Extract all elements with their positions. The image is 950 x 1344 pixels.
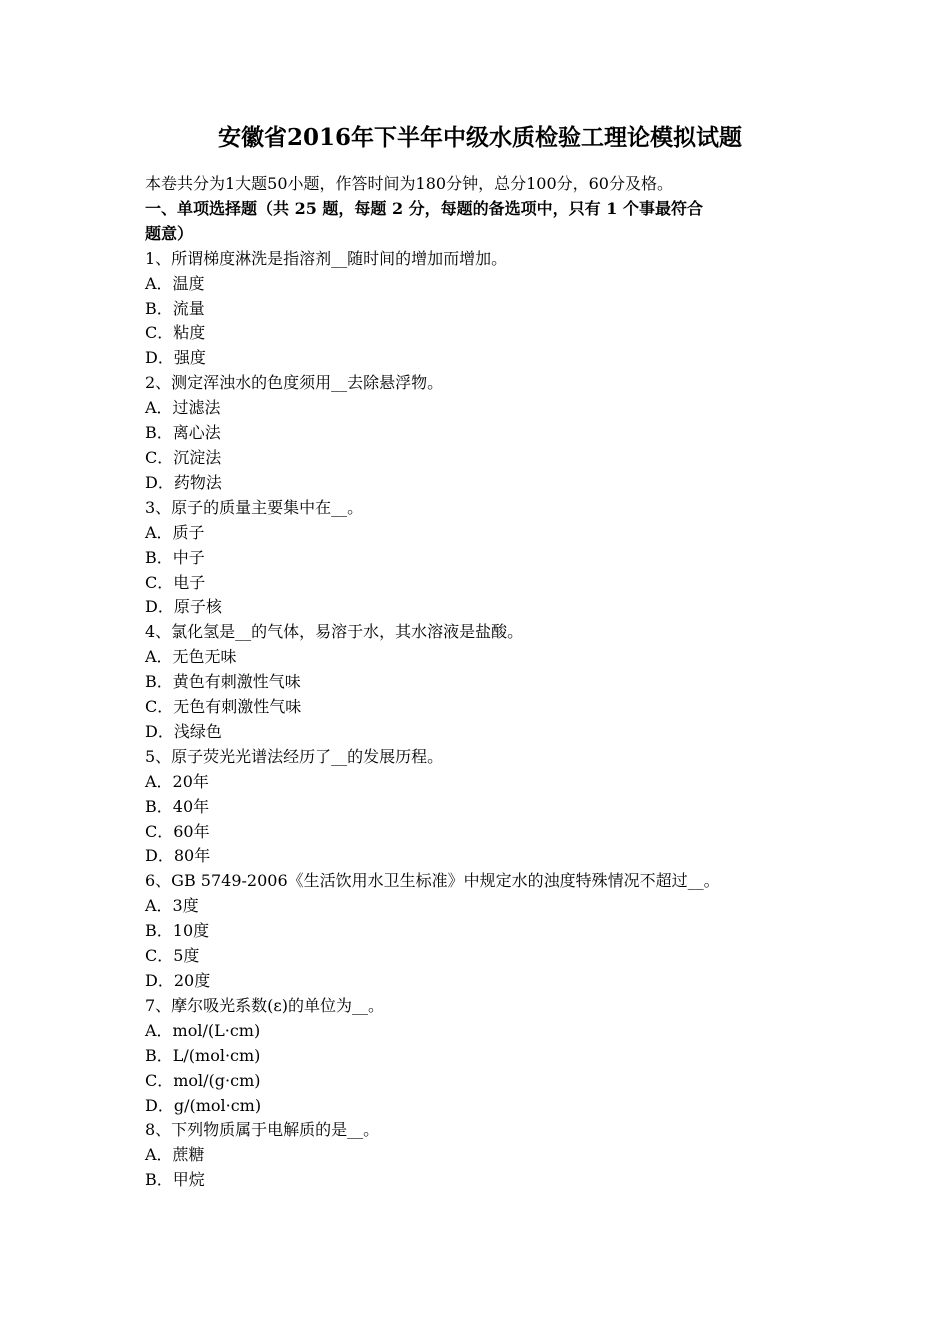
option-d: D．20度	[145, 971, 211, 990]
question-2	[145, 371, 815, 496]
question-stem: 6、GB 5749-2006《生活饮用水卫生标准》中规定水的浊度特殊情况不超过__。	[145, 871, 720, 891]
option-d: D．浅绿色	[145, 721, 222, 741]
question-5	[145, 745, 815, 870]
option-b: B．L/(mol·cm)	[145, 1045, 261, 1065]
option-a: A．质子	[145, 522, 205, 542]
option-c: C．粘度	[145, 323, 206, 343]
question-stem: 8、下列物质属于电解质的是__。	[145, 1120, 380, 1140]
option-c: C．mol/(g·cm)	[145, 1070, 261, 1090]
section-heading-line-2: 题意）	[145, 223, 194, 243]
option-d: D．80年	[145, 846, 211, 866]
option-d: D．原子核	[145, 597, 222, 617]
question-7	[145, 994, 815, 1119]
option-c: C．5度	[145, 946, 200, 966]
option-b: B．中子	[145, 547, 205, 567]
exam-intro: 本卷共分为1大题50小题，作答时间为180分钟，总分100分，60分及格。	[145, 174, 673, 193]
question-stem: 7、摩尔吸光系数(ε)的单位为__。	[145, 995, 384, 1015]
option-b: B．40年	[145, 796, 210, 816]
option-d: D．g/(mol·cm)	[145, 1095, 262, 1115]
section-heading-line-1: 一、单项选择题（共 25 题，每题 2 分，每题的备选项中，只有 1 个事最符合	[145, 198, 703, 218]
option-a: A．蔗糖	[145, 1145, 205, 1165]
option-c: C．沉淀法	[145, 447, 222, 467]
option-d: D．强度	[145, 348, 206, 368]
question-3	[145, 496, 815, 621]
question-stem: 4、氯化氢是__的气体，易溶于水，其水溶液是盐酸。	[145, 622, 524, 642]
question-stem: 3、原子的质量主要集中在__。	[145, 497, 364, 517]
question-stem: 5、原子荧光光谱法经历了__的发展历程。	[145, 746, 444, 766]
document-title: 安徽省2016年下半年中级水质检验工理论模拟试题	[217, 124, 742, 151]
section-heading	[145, 197, 815, 247]
question-stem: 1、所谓梯度淋洗是指溶剂__随时间的增加而增加。	[145, 248, 508, 268]
exam-page	[145, 118, 815, 1193]
question-6	[145, 869, 815, 994]
option-a: A．过滤法	[145, 398, 221, 418]
option-b: B．10度	[145, 921, 210, 941]
option-c: C．60年	[145, 821, 210, 841]
question-stem: 2、测定浑浊水的色度须用__去除悬浮物。	[145, 373, 444, 393]
option-b: B．甲烷	[145, 1170, 205, 1190]
option-b: B．流量	[145, 298, 205, 318]
option-b: B．黄色有刺激性气味	[145, 672, 301, 692]
option-c: C．电子	[145, 572, 206, 592]
option-a: A．温度	[145, 273, 205, 293]
option-a: A．3度	[145, 896, 199, 916]
option-a: A．无色无味	[145, 647, 237, 667]
option-b: B．离心法	[145, 423, 221, 443]
question-8	[145, 1118, 815, 1193]
question-list	[145, 247, 815, 1193]
option-d: D．药物法	[145, 472, 222, 492]
option-a: A．20年	[145, 771, 209, 791]
option-a: A．mol/(L·cm)	[145, 1020, 261, 1040]
question-4	[145, 620, 815, 745]
option-c: C．无色有刺激性气味	[145, 697, 302, 717]
question-1	[145, 247, 815, 372]
